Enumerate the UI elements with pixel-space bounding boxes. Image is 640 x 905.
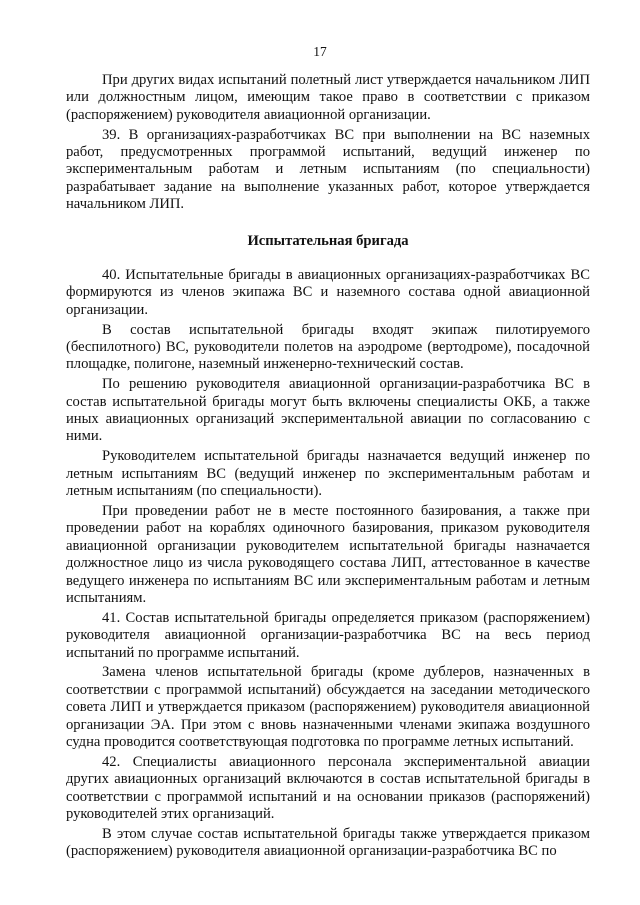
paragraph: В этом случае состав испытательной бригады также утверждается приказом (распоряжением) руководителя авиационной организации-разработчика ВС по xyxy=(66,825,590,860)
page-number: 17 xyxy=(313,44,327,59)
paragraph: В состав испытательной бригады входят экипаж пилотируемого (беспилотного) ВС, руководители полетов на аэродроме (вертодроме), посадочной площадке, полигоне, наземный инженерно-технический состав. xyxy=(66,321,590,373)
section-heading: Испытательная бригада xyxy=(247,232,409,249)
paragraph: При других видах испытаний полетный лист утверждается начальником ЛИП или должностным лицом, имеющим такое право в соответствии с приказом (распоряжением) руководителя авиационной организации. xyxy=(66,72,590,123)
paragraph: По решению руководителя авиационной организации-разработчика ВС в состав испытательной бригады могут быть включены специалисты ОКБ, а также иных авиационных организаций экспериментальной авиации по согласованию с ними. xyxy=(66,376,590,445)
paragraph: 39. В организациях-разработчиках ВС при выполнении на ВС наземных работ, предусмотренных программой испытаний, ведущий инженер по экспериментальным работам и летным испытаниям (по специальности) разрабатывает задание на выполнение указанных работ, которое утверждается начальником ЛИП. xyxy=(66,126,590,213)
paragraph: При проведении работ не в месте постоянного базирования, а также при проведении работ на кораблях одиночного базирования, приказом руководителя авиационной организации руководителем испытательной бригады назначается должностное лицо из числа руководящего состава ЛИП, аттестованное в качестве ведущего инженера по испытаниям ВС или экспериментальным работам и летным испытаниям. xyxy=(66,502,590,606)
paragraph: 42. Специалисты авиационного персонала экспериментальной авиации других авиационных организаций включаются в состав испытательной бригады в соответствии с программой испытаний и на основании приказов (распоряжений) руководителей этих организаций. xyxy=(66,753,590,822)
document-body xyxy=(66,72,590,863)
paragraph: Руководителем испытательной бригады назначается ведущий инженер по летным испытаниям ВС (ведущий инженер по экспериментальным работам и летным испытаниям (по специальности). xyxy=(66,448,590,500)
paragraph: 40. Испытательные бригады в авиационных организациях-разработчиках ВС формируются из членов экипажа ВС и наземного состава одной авиационной организации. xyxy=(66,267,590,318)
paragraph: Замена членов испытательной бригады (кроме дублеров, назначенных в соответствии с программой испытаний) обсуждается на заседании методического совета ЛИП и утверждается приказом (распоряжением) руководителя авиационной организации ЭА. При этом с вновь назначенными членами экипажа воздушного судна проводится соответствующая подготовка по программе летных испытаний. xyxy=(66,664,590,750)
paragraph: 41. Состав испытательной бригады определяется приказом (распоряжением) руководителя авиационной организации-разработчика ВС на весь период испытаний по программе испытаний. xyxy=(66,609,590,661)
